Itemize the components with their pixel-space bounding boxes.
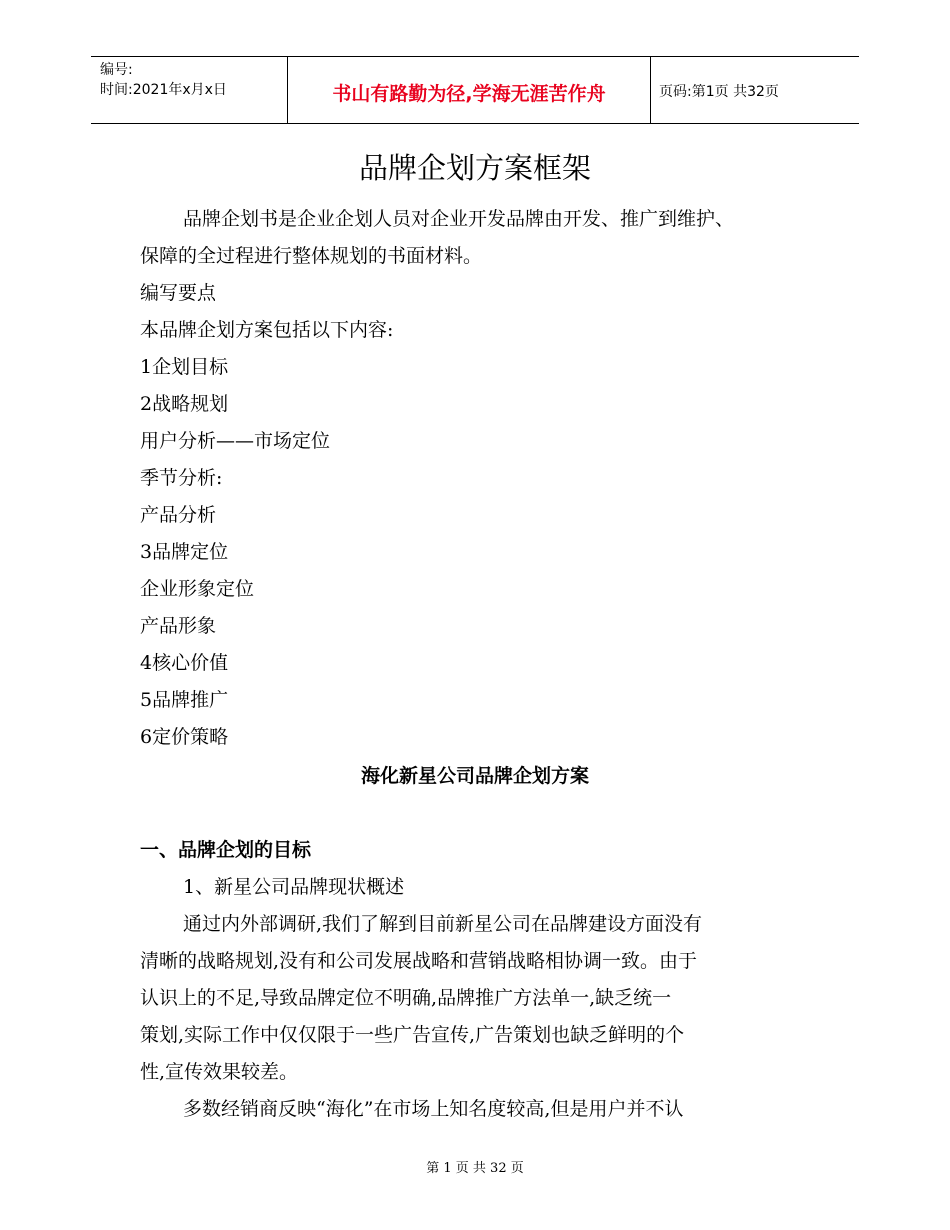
outline-item: 产品分析: [140, 504, 217, 526]
outline-item: 2战略规划: [140, 393, 229, 415]
outline-item: 5品牌推广: [140, 689, 229, 711]
outline-item: 产品形象: [140, 615, 217, 637]
document-title: 品牌企划方案框架: [358, 151, 591, 185]
outline-item: 用户分析——市场定位: [140, 430, 331, 452]
document-number-label: 编号:: [100, 62, 133, 78]
page-footer: 第 1 页 共 32 页: [426, 1161, 524, 1176]
paragraph-line: 策划,实际工作中仅仅限于一些广告宣传,广告策划也缺乏鲜明的个: [140, 1024, 685, 1046]
header-page-cell: [651, 57, 859, 123]
paragraph-line: 通过内外部调研,我们了解到目前新星公司在品牌建设方面没有: [183, 913, 703, 935]
outline-item: 4核心价值: [140, 652, 229, 674]
paragraph-line: 认识上的不足,导致品牌定位不明确,品牌推广方法单一,缺乏统一: [140, 987, 672, 1009]
paragraph-line: 清晰的战略规划,没有和公司发展战略和营销战略相协调一致。由于: [140, 950, 698, 972]
header-page-info: 页码:第1页 共32页: [659, 84, 779, 100]
paragraph-line: 多数经销商反映“海化”在市场上知名度较高,但是用户并不认: [183, 1098, 684, 1120]
page-header: [91, 56, 859, 124]
outline-item: 本品牌企划方案包括以下内容:: [140, 319, 394, 341]
document-time-label: 时间:2021年x月x日: [100, 82, 227, 98]
header-motto-cell: [288, 57, 651, 123]
header-info-cell: [91, 57, 288, 123]
outline-item: 1企划目标: [140, 356, 229, 378]
section-item: 1、新星公司品牌现状概述: [183, 876, 405, 898]
header-motto: 书山有路勤为径,学海无涯苦作舟: [332, 83, 606, 105]
intro-line: 品牌企划书是企业企划人员对企业开发品牌由开发、推广到维护、: [183, 208, 735, 230]
section-heading: 一、品牌企划的目标: [140, 839, 312, 861]
outline-item: 6定价策略: [140, 726, 229, 748]
document-subtitle: 海化新星公司品牌企划方案: [360, 765, 589, 787]
paragraph-line: 性,宣传效果较差。: [140, 1061, 299, 1083]
intro-line: 保障的全过程进行整体规划的书面材料。: [140, 245, 483, 267]
outline-item: 3品牌定位: [140, 541, 229, 563]
outline-item: 编写要点: [140, 282, 217, 304]
outline-item: 企业形象定位: [140, 578, 255, 600]
outline-item: 季节分析:: [140, 467, 223, 489]
